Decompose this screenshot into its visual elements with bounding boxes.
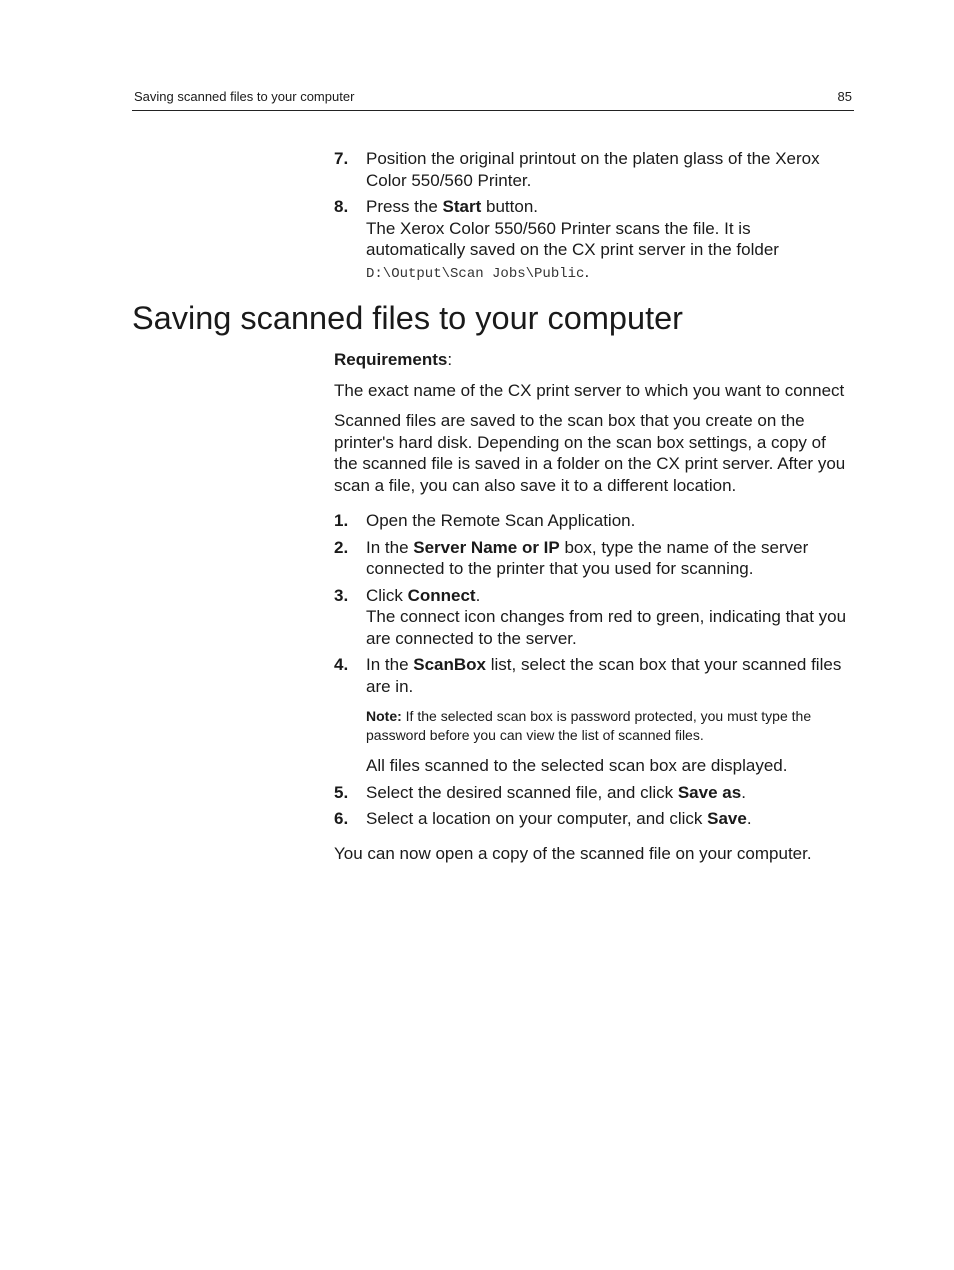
- step-text-after: box, type the name of the server connected to the printer that you used for scanning.: [366, 537, 809, 578]
- step-text-before: Click: [366, 585, 408, 605]
- previous-steps: [334, 148, 854, 290]
- step-number: 8.: [334, 197, 349, 216]
- step-number: 3.: [334, 585, 349, 605]
- step-text: Position the original printout on the platen glass of the Xerox Color 550/560 Printer.: [366, 149, 820, 190]
- step-result-end: .: [584, 261, 590, 281]
- step-result: The connect icon changes from red to green, indicating that you are connected to the server.: [366, 607, 847, 648]
- step-text: Open the Remote Scan Application.: [366, 511, 636, 530]
- step-list: [334, 510, 854, 830]
- step-text-before: Select a location on your computer, and click: [366, 809, 708, 828]
- step-6: [334, 808, 854, 830]
- step-result: The Xerox Color 550/560 Printer scans the file. It is automatically saved on the CX print server in the folder: [366, 218, 779, 259]
- requirements-colon: :: [447, 350, 453, 369]
- save-as-label: Save as: [677, 782, 742, 802]
- running-header-title: Saving scanned files to your computer: [134, 89, 355, 104]
- scanbox-label: ScanBox: [413, 655, 487, 674]
- section-body: [334, 349, 854, 873]
- step-text-before: Select the desired scanned file, and click: [366, 782, 678, 802]
- step-3: [334, 585, 854, 650]
- step-4: [334, 654, 854, 777]
- step-1: [334, 510, 854, 532]
- step-number: 6.: [334, 809, 349, 828]
- step-result: All files scanned to the selected scan box are displayed.: [366, 756, 788, 775]
- step-number: 2.: [334, 537, 349, 557]
- note-label: Note:: [366, 708, 402, 724]
- step-7: [334, 148, 854, 191]
- requirements-label: Requirements: [334, 350, 448, 369]
- note: [366, 707, 854, 745]
- closing-paragraph: You can now open a copy of the scanned file on your computer.: [334, 843, 812, 863]
- note-text: If the selected scan box is password protected, you must type the password before you can view the list of scanned files.: [366, 708, 812, 743]
- requirements-heading: [334, 349, 854, 371]
- step-text-after: .: [741, 782, 746, 802]
- folder-path: D:\Output\Scan Jobs\Public: [366, 265, 585, 282]
- step-text-after: .: [475, 585, 481, 605]
- step-text-before: Press the: [366, 197, 443, 216]
- step-text-after: .: [746, 809, 752, 828]
- step-text-before: In the: [366, 537, 414, 557]
- page-number: 85: [837, 89, 852, 104]
- step-5: [334, 782, 854, 804]
- step-number: 1.: [334, 511, 349, 530]
- running-header: [132, 88, 854, 111]
- step-text-after: list, select the scan box that your scanned files are in.: [366, 655, 842, 696]
- server-name-label: Server Name or IP: [413, 537, 560, 557]
- step-text-after: button.: [481, 197, 538, 216]
- previous-step-list: [334, 148, 854, 285]
- start-button-label: Start: [442, 197, 482, 216]
- intro-paragraph: Scanned files are saved to the scan box that you create on the printer's hard disk. Depending on the scan box settings, a copy of the scanned file is saved in a folder on the CX print server. After you scan a file, you can also save it to a different location.: [334, 411, 846, 495]
- step-number: 4.: [334, 655, 349, 674]
- step-text-before: In the: [366, 655, 414, 674]
- section-title: Saving scanned files to your computer: [132, 300, 683, 336]
- connect-label: Connect: [407, 585, 476, 605]
- step-8: [334, 196, 854, 285]
- requirement-text: The exact name of the CX print server to which you want to connect: [334, 380, 845, 400]
- step-2: [334, 537, 854, 580]
- step-number: 7.: [334, 149, 349, 168]
- step-number: 5.: [334, 782, 349, 802]
- save-label: Save: [707, 809, 747, 828]
